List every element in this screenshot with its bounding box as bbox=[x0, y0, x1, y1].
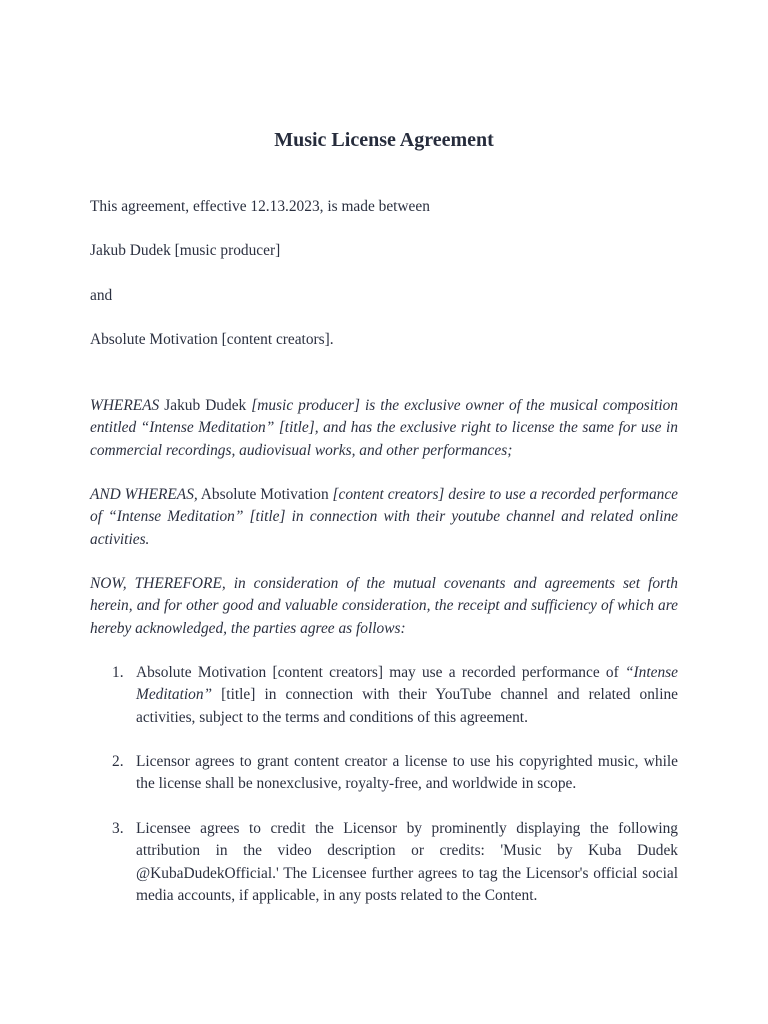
and-whereas-rest: [content creators] desire to use a recorded performance of “Intense Meditation” [title] in connection with their youtube channel and related online activities. bbox=[90, 486, 678, 548]
and-whereas-lead: AND WHEREAS, bbox=[90, 486, 198, 503]
party-one-line: Jakub Dudek [music producer] bbox=[90, 242, 281, 259]
and-whereas-clause bbox=[90, 484, 678, 551]
list-item-number: 3. bbox=[112, 820, 124, 837]
list-item-number: 2. bbox=[112, 753, 124, 770]
list-item-title-italic: “Intense Meditation” bbox=[136, 664, 678, 704]
document-title: Music License Agreement bbox=[274, 129, 494, 151]
list-item-number: 1. bbox=[112, 664, 124, 681]
now-therefore-clause bbox=[90, 573, 678, 640]
list-item-text bbox=[136, 662, 678, 729]
whereas-rest: [music producer] is the exclusive owner of the musical composition entitled “Intense Meditation” [title], and has the exclusive right to license the same for use in commercial recordings, audiovisual works, and other performances; bbox=[90, 397, 678, 459]
whereas-lead: WHEREAS bbox=[90, 397, 160, 414]
and-whereas-name: Absolute Motivation bbox=[197, 486, 333, 503]
list-item-text: Licensee agrees to credit the Licensor by prominently displaying the following attribution in the video description or credits: 'Music by Kuba Dudek @KubaDudekOfficial.' The Licensee further agrees to tag the Licensor's official social media accounts, if applicable, in any posts related to the Content. bbox=[136, 820, 678, 905]
list-item-text-part: [title] in connection with their YouTube channel and related online activities, subject to the terms and conditions of this agreement. bbox=[136, 686, 678, 726]
list-item-text-part: Absolute Motivation [content creators] may use a recorded performance of bbox=[136, 664, 625, 681]
party-two-line: Absolute Motivation [content creators]. bbox=[90, 331, 334, 348]
now-therefore-text: NOW, THEREFORE, in consideration of the mutual covenants and agreements set forth herein, and for other good and valuable consideration, the receipt and sufficiency of which are hereby acknowledged, the parties agree as follows: bbox=[90, 575, 678, 637]
whereas-clause bbox=[90, 395, 678, 462]
and-line: and bbox=[90, 287, 113, 304]
whereas-name: Jakub Dudek bbox=[159, 397, 252, 414]
intro-line: This agreement, effective 12.13.2023, is made between bbox=[90, 198, 430, 215]
list-item-text: Licensor agrees to grant content creator a license to use his copyrighted music, while the license shall be nonexclusive, royalty-free, and worldwide in scope. bbox=[136, 753, 678, 793]
